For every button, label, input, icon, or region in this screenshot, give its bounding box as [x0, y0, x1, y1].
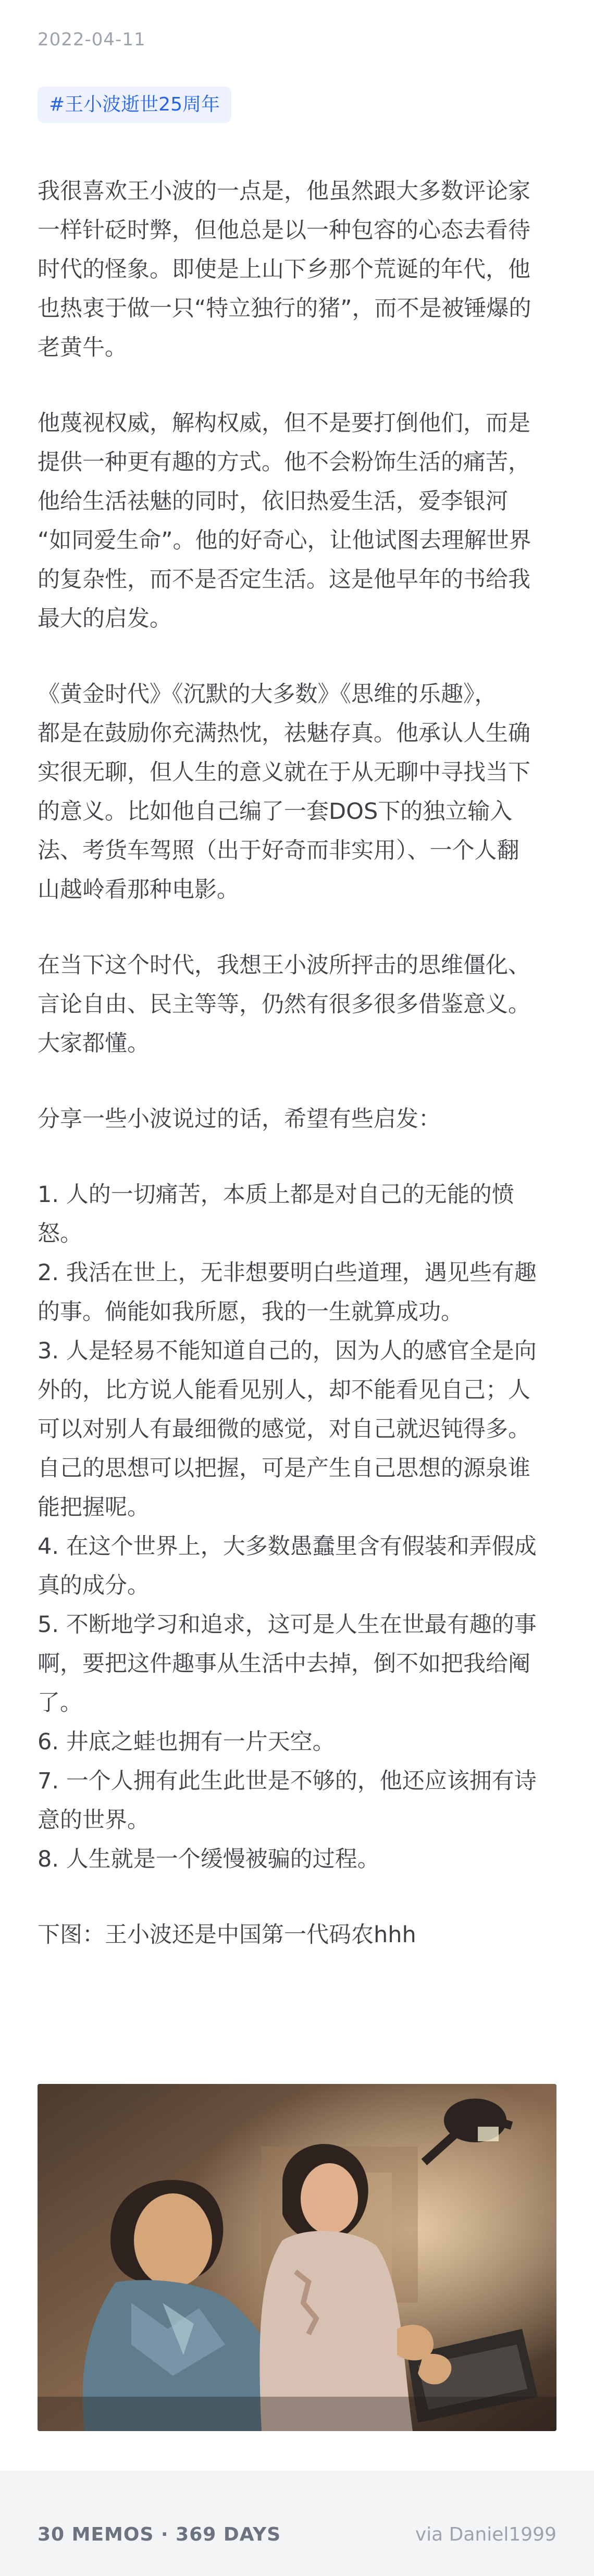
text-line: 外的，比方说人能看见别人，却不能看见自己；人 — [38, 1377, 530, 1403]
quote-8 — [38, 1840, 556, 1879]
memo-stats: 30 MEMOS · 369 DAYS — [38, 2524, 281, 2545]
paragraph-4 — [38, 946, 556, 1063]
text-line: 7. 一个人拥有此生此世是不够的，他还应该拥有诗 — [38, 1768, 537, 1794]
text-line: 的事。倘能如我所愿，我的一生就算成功。 — [38, 1299, 463, 1325]
image-caption — [38, 1916, 556, 1955]
quote-2 — [38, 1254, 556, 1332]
text-line: 提供一种更有趣的方式。他不会粉饰生活的痛苦， — [38, 449, 530, 475]
text-line: 在当下这个时代，我想王小波所抨击的思维僵化、 — [38, 952, 530, 978]
text-line: “如同爱生命”。他的好奇心，让他试图去理解世界 — [38, 528, 531, 554]
text-line: 自己的思想可以把握，可是产生自己思想的源泉谁 — [38, 1455, 530, 1481]
text-line: 他给生活祛魅的同时，依旧热爱生活，爱李银河 — [38, 488, 508, 514]
paragraph-spacer — [38, 639, 556, 675]
paragraph-spacer — [38, 1139, 556, 1175]
text-line: 一样针砭时弊，但他总是以一种包容的心态去看待 — [38, 217, 530, 243]
memo-footer — [0, 2471, 594, 2576]
quote-4 — [38, 1527, 556, 1605]
text-line: 8. 人生就是一个缓慢被骗的过程。 — [38, 1846, 380, 1872]
quote-3 — [38, 1332, 556, 1527]
text-line: 我很喜欢王小波的一点是，他虽然跟大多数评论家 — [38, 178, 530, 204]
quote-1 — [38, 1175, 556, 1254]
text-line: 老黄牛。 — [38, 335, 127, 361]
quote-6 — [38, 1723, 556, 1762]
text-line: 下图：王小波还是中国第一代码农hhh — [38, 1922, 416, 1948]
text-line: 最大的启发。 — [38, 606, 172, 632]
text-line: 1. 人的一切痛苦，本质上都是对自己的无能的愤 — [38, 1182, 514, 1208]
text-line: 啊，要把这件趣事从生活中去掉，倒不如把我给阉 — [38, 1651, 530, 1677]
text-line: 分享一些小波说过的话，希望有些启发： — [38, 1106, 441, 1132]
text-line: 都是在鼓励你充满热忱，祛魅存真。他承认人生确 — [38, 720, 530, 746]
text-line: 法、考货车驾照（出于好奇而非实用）、一个人翻 — [38, 838, 519, 864]
text-line: 2. 我活在世上，无非想要明白些道理，遇见些有趣 — [38, 1260, 537, 1286]
quote-5 — [38, 1605, 556, 1723]
text-line: 言论自由、民主等等，仍然有很多很多借鉴意义。 — [38, 991, 530, 1017]
text-line: 3. 人是轻易不能知道自己的，因为人的感官全是向 — [38, 1338, 537, 1364]
quote-7 — [38, 1762, 556, 1840]
text-line: 真的成分。 — [38, 1573, 150, 1599]
text-line: 6. 井底之蛙也拥有一片天空。 — [38, 1729, 335, 1755]
paragraph-2 — [38, 404, 556, 639]
paragraph-spacer — [38, 367, 556, 404]
photo-illustration — [38, 2084, 556, 2431]
paragraph-spacer — [38, 910, 556, 946]
text-line: 的意义。比如他自己编了一套DOS下的独立输入 — [38, 799, 513, 825]
text-line: 他蔑视权威，解构权威，但不是要打倒他们，而是 — [38, 410, 530, 436]
author-credit[interactable]: via Daniel1999 — [415, 2524, 556, 2545]
paragraph-1 — [38, 172, 556, 367]
text-line: 怒。 — [38, 1221, 82, 1247]
paragraph-spacer — [38, 1879, 556, 1916]
text-line: 5. 不断地学习和追求，这可是人生在世最有趣的事 — [38, 1612, 537, 1638]
topic-tag[interactable]: #王小波逝世25周年 — [38, 87, 231, 123]
text-line: 大家都懂。 — [38, 1031, 150, 1057]
text-line: 的复杂性，而不是否定生活。这是他早年的书给我 — [38, 567, 530, 593]
memo-photo[interactable] — [38, 2084, 556, 2431]
paragraph-spacer — [38, 1063, 556, 1100]
text-line: 山越岭看那种电影。 — [38, 877, 239, 903]
text-line: 了。 — [38, 1690, 82, 1716]
paragraph-3 — [38, 675, 556, 910]
memo-date: 2022-04-11 — [38, 29, 146, 50]
text-line: 时代的怪象。即使是上山下乡那个荒诞的年代，他 — [38, 256, 530, 283]
text-line: 可以对别人有最细微的感觉，对自己就迟钝得多。 — [38, 1416, 530, 1442]
text-line: 意的世界。 — [38, 1807, 150, 1833]
memo-content — [38, 172, 556, 1955]
text-line: 4. 在这个世界上，大多数愚蠢里含有假装和弄假成 — [38, 1534, 537, 1560]
text-line: 实很无聊，但人生的意义就在于从无聊中寻找当下 — [38, 759, 530, 786]
text-line: 能把握呢。 — [38, 1494, 150, 1520]
text-line: 也热衷于做一只“特立独行的猪”，而不是被锤爆的 — [38, 296, 531, 322]
paragraph-5 — [38, 1100, 556, 1139]
text-line: 《黄金时代》《沉默的大多数》《思维的乐趣》， — [38, 681, 497, 707]
